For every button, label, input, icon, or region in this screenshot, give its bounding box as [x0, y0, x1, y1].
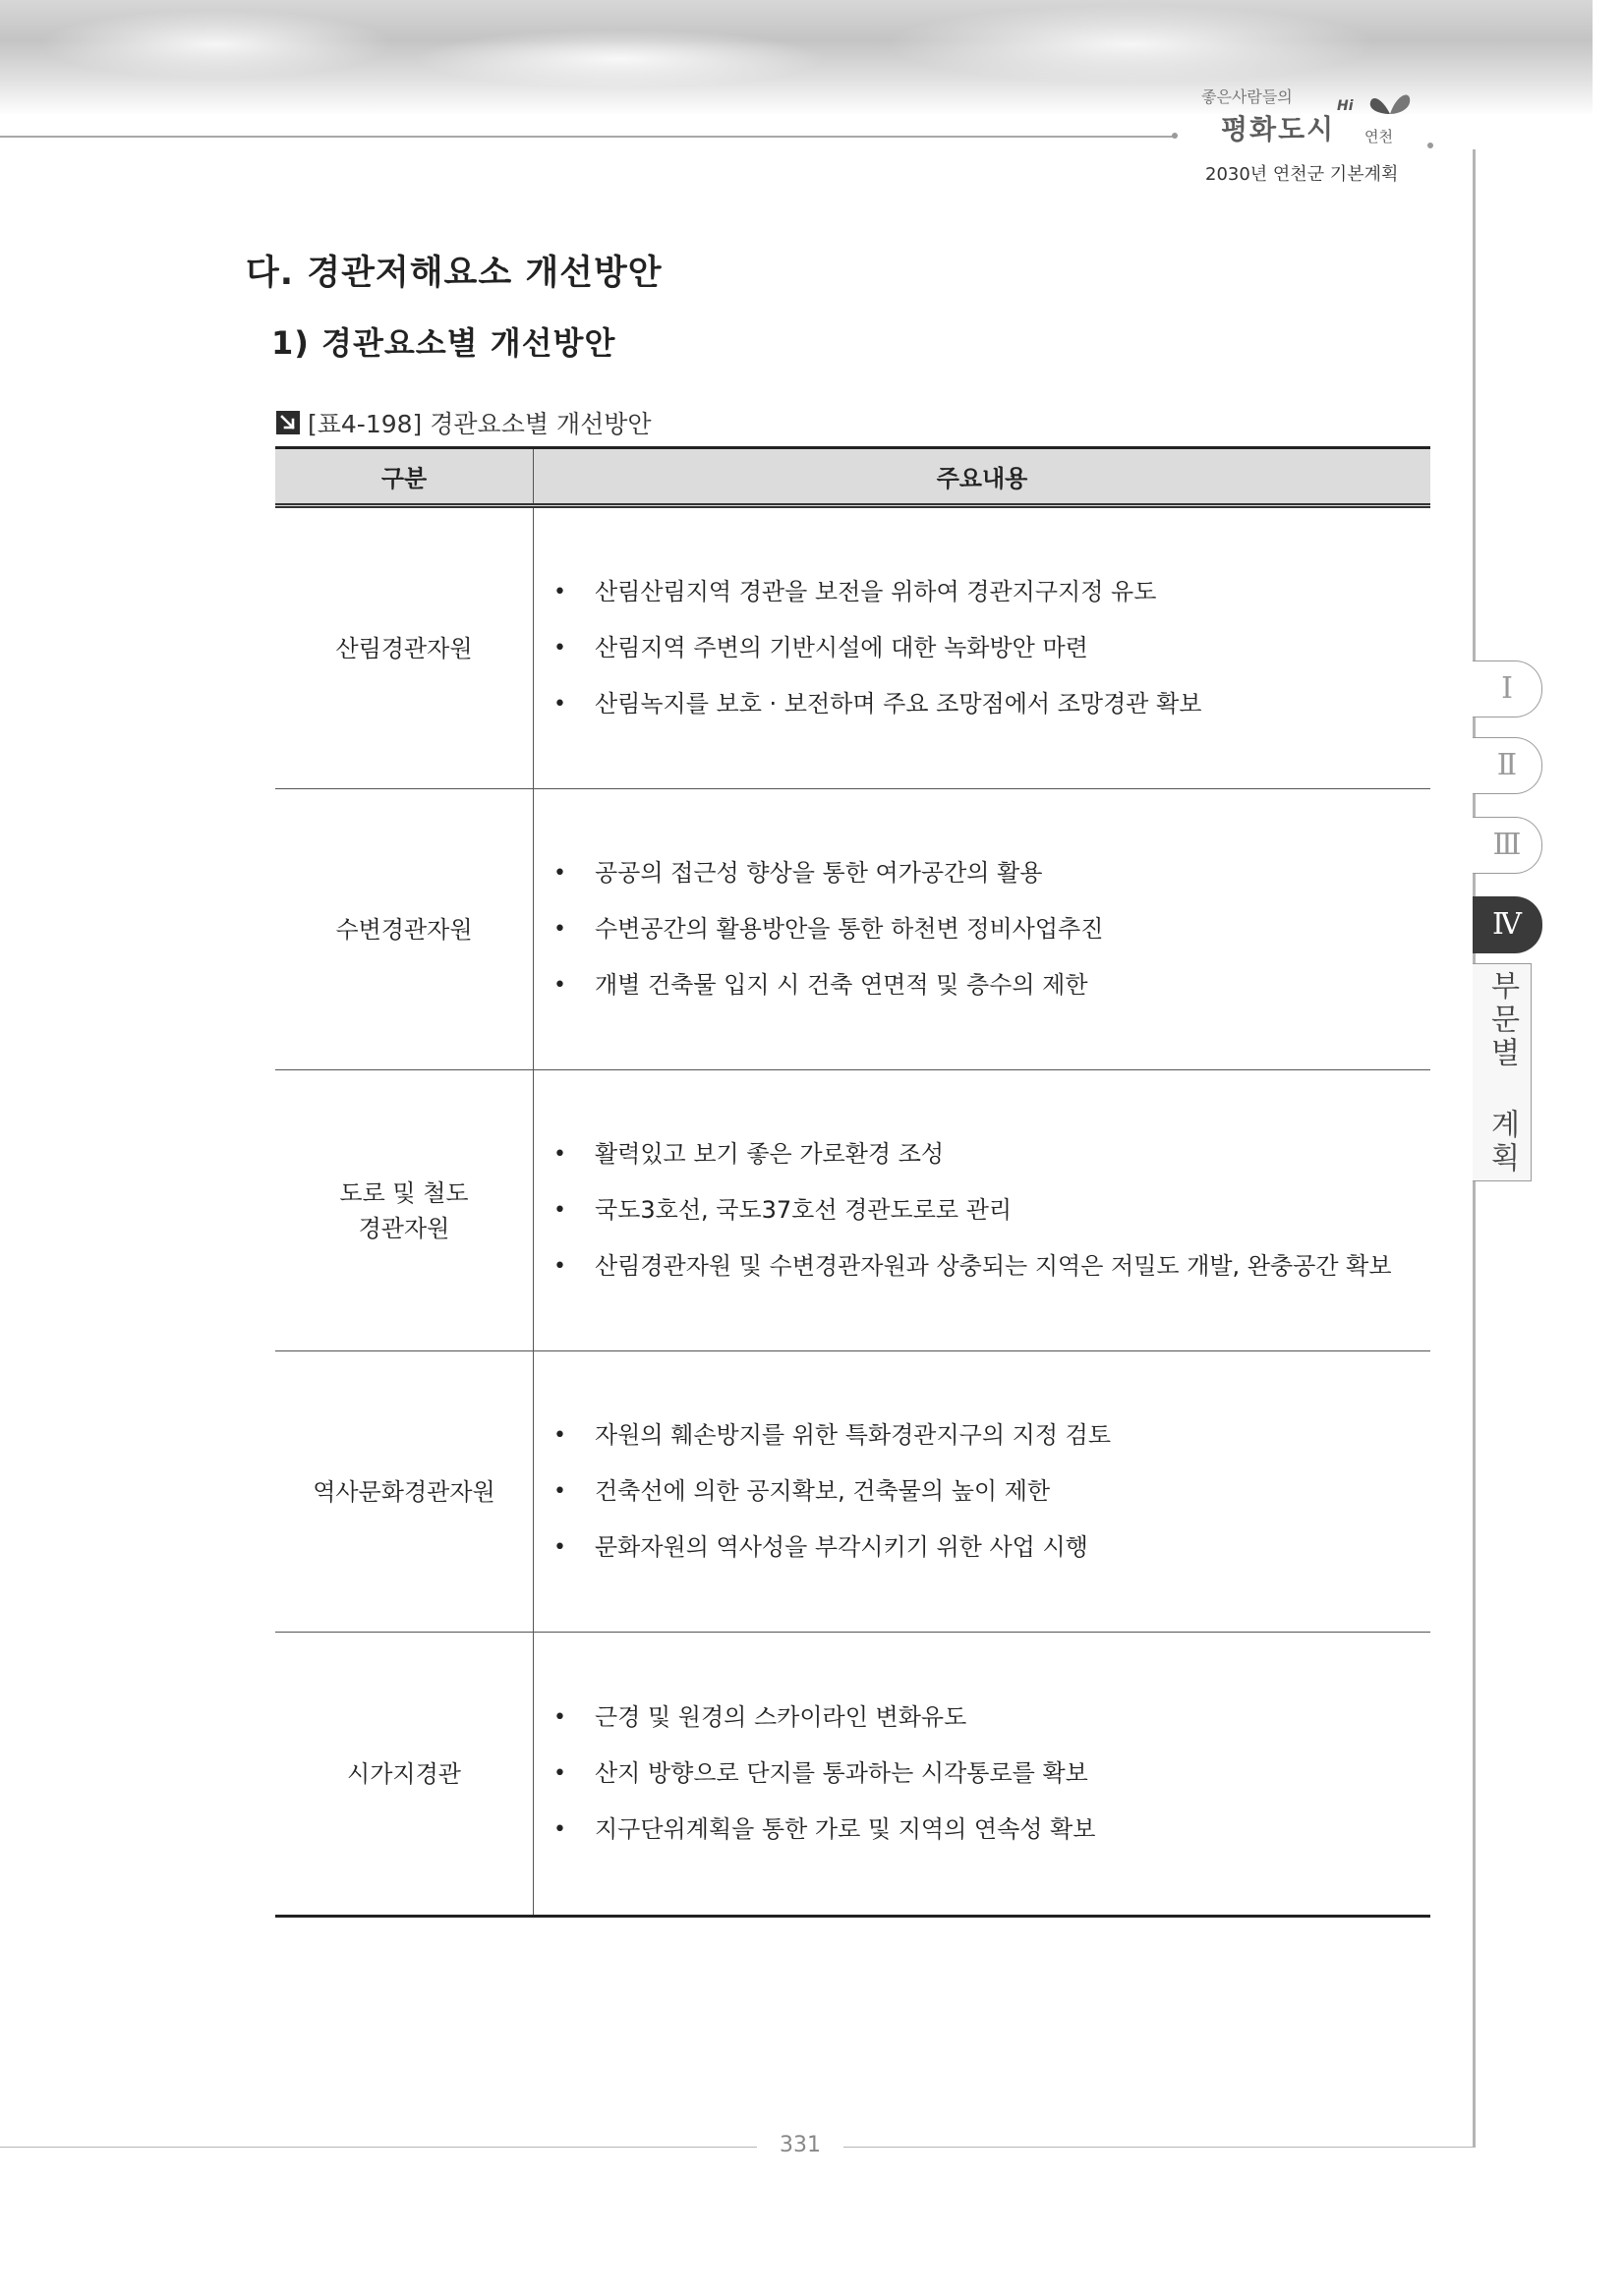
table-row [275, 1633, 1430, 1917]
row-category [275, 1070, 534, 1351]
header-rule-dot [1427, 143, 1433, 148]
list-item: • 공공의 접근성 향상을 통한 여가공간의 활용 [553, 845, 1430, 901]
footer-rule [0, 2147, 757, 2148]
table-header-row [275, 448, 1430, 506]
list-item: • 문화자원의 역사성을 부각시키기 위한 사업 시행 [553, 1520, 1430, 1576]
footer-rule [843, 2147, 1476, 2148]
list-item: • 건축선에 의한 공지확보, 건축물의 높이 제한 [553, 1464, 1430, 1520]
city-logo [1201, 83, 1423, 157]
row-category-line: 도로 및 철도 [339, 1178, 469, 1207]
list-item: • 지구단위계획을 통한 가로 및 지역의 연속성 확보 [553, 1802, 1430, 1858]
row-category: 시가지경관 [275, 1633, 534, 1917]
table-row [275, 1070, 1430, 1351]
logo-hi: Hi [1337, 98, 1354, 114]
logo-slogan-main: 평화도시 [1221, 113, 1336, 145]
tab-part-1[interactable]: Ⅰ [1473, 660, 1542, 718]
list-item: • 근경 및 원경의 스카이라인 변화유도 [553, 1690, 1430, 1746]
cloud-decoration [39, 10, 393, 79]
row-items [534, 506, 1431, 789]
section-title: 다. 경관저해요소 개선방안 [246, 254, 663, 293]
tab-part-2[interactable]: Ⅱ [1473, 737, 1542, 794]
row-category: 역사문화경관자원 [275, 1351, 534, 1633]
improvement-table [275, 446, 1430, 1918]
tab-part-4[interactable]: Ⅳ [1473, 896, 1542, 953]
arrow-down-right-icon [276, 411, 300, 434]
row-category: 산림경관자원 [275, 506, 534, 789]
subsection-title: 1) 경관요소별 개선방안 [271, 324, 616, 362]
butterfly-icon [1368, 88, 1412, 118]
list-item: • 자원의 훼손방지를 위한 특화경관지구의 지정 검토 [553, 1407, 1430, 1464]
list-item: • 산림산림지역 경관을 보전을 위하여 경관지구지정 유도 [553, 564, 1430, 620]
list-item: • 산림지역 주변의 기반시설에 대한 녹화방안 마련 [553, 620, 1430, 676]
tab-part-3[interactable]: Ⅲ [1473, 817, 1542, 874]
row-items [534, 1070, 1431, 1351]
row-category: 수변경관자원 [275, 789, 534, 1070]
tab-section-label: 부문별 계획 [1473, 963, 1532, 1181]
table-row [275, 1351, 1430, 1633]
list-item: • 국도3호선, 국도37호선 경관도로로 관리 [553, 1182, 1430, 1238]
table-caption [276, 405, 652, 440]
row-category-line: 경관자원 [358, 1214, 450, 1242]
table-row [275, 506, 1430, 789]
row-items [534, 1351, 1431, 1633]
list-item: • 개별 건축물 입지 시 건축 연면적 및 층수의 제한 [553, 957, 1430, 1013]
list-item: • 산림녹지를 보호 · 보전하며 주요 조망점에서 조망경관 확보 [553, 676, 1430, 732]
header-category: 구분 [275, 448, 534, 506]
list-item: • 산지 방향으로 단지를 통과하는 시각통로를 확보 [553, 1746, 1430, 1802]
row-items [534, 789, 1431, 1070]
logo-slogan-top: 좋은사람들의 [1201, 87, 1293, 106]
header-content: 주요내용 [534, 448, 1431, 506]
logo-city-name: 연천 [1364, 128, 1393, 145]
list-item: • 수변공간의 활용방안을 통한 하천변 정비사업추진 [553, 901, 1430, 957]
list-item: • 활력있고 보기 좋은 가로환경 조성 [553, 1126, 1430, 1182]
page-number: 331 [780, 2133, 821, 2157]
row-items [534, 1633, 1431, 1917]
plan-title: 2030년 연천군 기본계획 [1205, 164, 1399, 185]
cloud-decoration [413, 29, 826, 88]
header-rule-dot [1172, 133, 1178, 139]
table-caption-text: [표4-198] 경관요소별 개선방안 [308, 410, 652, 438]
cloud-decoration [885, 5, 1376, 84]
list-item: • 산림경관자원 및 수변경관자원과 상충되는 지역은 저밀도 개발, 완충공간 확보 [553, 1238, 1430, 1294]
table-row [275, 789, 1430, 1070]
header-rule [0, 136, 1175, 138]
